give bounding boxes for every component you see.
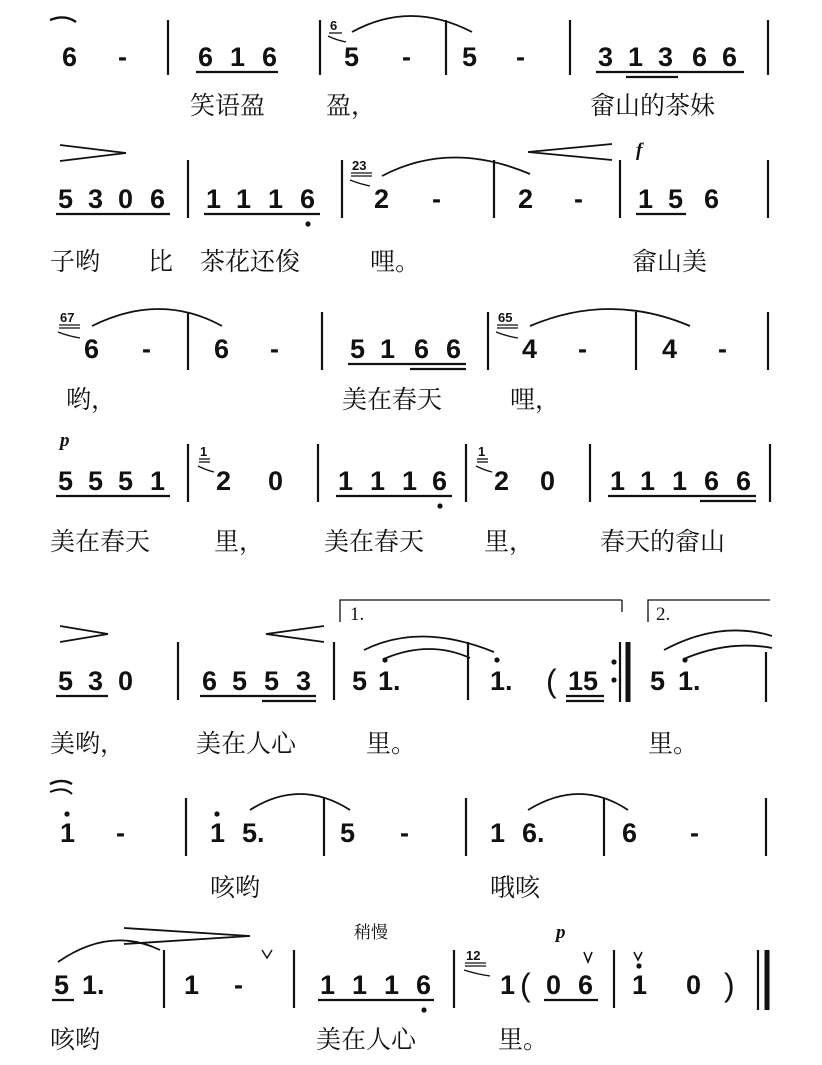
note: 5	[668, 184, 684, 214]
lyric: 子哟	[50, 247, 101, 276]
note: 0	[268, 466, 284, 496]
note: 1	[638, 184, 654, 214]
note: -	[118, 42, 127, 72]
score-line-2	[50, 140, 768, 276]
lyric: 美在人心	[196, 729, 297, 758]
decrescendo-hairpin	[60, 626, 108, 642]
note: 1	[380, 334, 396, 364]
note: 6	[432, 466, 448, 496]
close-paren: )	[724, 967, 735, 1003]
lyric: 茶花还俊	[200, 247, 301, 276]
note: 1	[632, 970, 648, 1000]
slur	[58, 940, 160, 962]
note: 3	[296, 666, 312, 696]
note: 6	[62, 42, 78, 72]
note: 1.	[490, 666, 513, 696]
note: 3	[598, 42, 614, 72]
note: 1	[352, 970, 368, 1000]
note: -	[516, 42, 525, 72]
note: 1	[490, 818, 506, 848]
slur	[352, 16, 472, 32]
slur	[528, 794, 628, 810]
note: 5	[58, 466, 74, 496]
slur	[92, 309, 222, 326]
note: 5	[88, 466, 104, 496]
note: 0	[118, 666, 134, 696]
note: 6	[722, 42, 738, 72]
lyric: 里，	[484, 527, 535, 556]
lyric: 美在春天	[342, 385, 443, 414]
low-octave-dot	[305, 221, 310, 226]
lyric: 比	[148, 247, 174, 276]
note: 6	[150, 184, 166, 214]
note: 1	[338, 466, 354, 496]
note: -	[270, 334, 279, 364]
note: 1.	[678, 666, 701, 696]
score-line-4	[50, 430, 770, 556]
high-octave-dot	[636, 963, 641, 968]
note: 0	[118, 184, 134, 214]
repeat-dot	[611, 659, 616, 664]
decrescendo-hairpin	[124, 928, 250, 944]
breath-mark	[262, 950, 272, 958]
note: 1	[210, 818, 226, 848]
note: 1	[230, 42, 246, 72]
lyric: 盈，	[326, 91, 377, 120]
grace-tie	[58, 332, 80, 338]
lyric: 畲山美	[632, 247, 708, 276]
tempo-mark: 稍慢	[354, 923, 388, 943]
slur	[530, 309, 690, 326]
note: 3	[88, 184, 104, 214]
note: 6.	[522, 818, 545, 848]
lyric: 美哟，	[50, 729, 126, 758]
note: 6	[704, 466, 720, 496]
low-octave-dot	[437, 503, 442, 508]
fermata-mark	[50, 789, 72, 794]
note: 1	[672, 466, 688, 496]
note: 6	[578, 970, 594, 1000]
grace-tie	[476, 466, 492, 472]
score-line-1	[50, 16, 768, 120]
high-octave-dot	[214, 811, 219, 816]
grace-tie	[350, 180, 370, 186]
note: 0	[546, 970, 562, 1000]
note: 5.	[242, 818, 265, 848]
grace-note: 67	[60, 310, 75, 325]
note: 0	[540, 466, 556, 496]
note: 1	[402, 466, 418, 496]
grace-note: 6	[330, 18, 338, 33]
note: 5	[58, 184, 74, 214]
lyric: 里，	[214, 527, 265, 556]
lyric: 里。	[366, 729, 417, 758]
note: 6	[704, 184, 720, 214]
grace-note: 23	[352, 158, 367, 173]
repeat-dot	[611, 677, 616, 682]
note: 6	[692, 42, 708, 72]
note: -	[402, 42, 411, 72]
grace-tie	[496, 332, 518, 338]
note: 6	[446, 334, 462, 364]
note: 6	[262, 42, 278, 72]
note: -	[432, 184, 441, 214]
slur	[250, 794, 350, 810]
note: 6	[214, 334, 230, 364]
slur	[686, 646, 772, 658]
note: 6	[198, 42, 214, 72]
note: 1	[628, 42, 644, 72]
grace-note: 1	[478, 444, 486, 459]
note: 2	[216, 466, 232, 496]
lyric: 里。	[498, 1025, 549, 1054]
low-octave-dot	[421, 1007, 426, 1012]
lyric: 哩，	[510, 385, 561, 414]
grace-note: 1	[200, 444, 208, 459]
note: 6	[414, 334, 430, 364]
note: 1	[150, 466, 166, 496]
note: 1	[184, 970, 200, 1000]
note: 6	[202, 666, 218, 696]
note: 3	[658, 42, 674, 72]
note: -	[578, 334, 587, 364]
note: -	[116, 818, 125, 848]
dynamic-mark: p	[60, 430, 70, 451]
note: 1	[384, 970, 400, 1000]
note: 5	[232, 666, 248, 696]
open-paren: (	[520, 967, 531, 1003]
note: 6	[622, 818, 638, 848]
note: 5	[58, 666, 74, 696]
note: 3	[88, 666, 104, 696]
slur	[664, 630, 772, 650]
note: -	[718, 334, 727, 364]
lyric: 哦咳	[490, 873, 541, 902]
note: 5	[344, 42, 360, 72]
note: 6	[300, 184, 316, 214]
note: -	[400, 818, 409, 848]
note: 1	[370, 466, 386, 496]
lyric: 美在人心	[316, 1025, 417, 1054]
dynamic-mark: p	[556, 922, 566, 943]
lyric: 畲山的茶妹	[590, 91, 716, 120]
lyric: 笑语盈	[190, 91, 266, 120]
note: 1	[206, 184, 222, 214]
accent-mark	[634, 952, 642, 960]
grace-note: 12	[466, 948, 481, 963]
note: 6	[416, 970, 432, 1000]
volta-label: 2.	[656, 604, 671, 625]
note: -	[142, 334, 151, 364]
lyric: 咳哟	[50, 1025, 101, 1054]
note: 4	[662, 334, 678, 364]
grace-tie	[464, 970, 490, 976]
note: 5	[54, 970, 70, 1000]
note: 1.	[82, 970, 105, 1000]
note: 5	[650, 666, 666, 696]
score-line-7	[50, 922, 767, 1054]
note: 15	[568, 666, 599, 696]
note: 1	[268, 184, 284, 214]
lyric: 里。	[648, 729, 699, 758]
note: 5	[350, 334, 366, 364]
dynamic-mark: f	[636, 140, 643, 161]
accent-mark	[584, 952, 592, 962]
fermata-mark	[50, 17, 76, 22]
note: 2	[374, 184, 390, 214]
high-octave-dot	[494, 657, 499, 662]
grace-tie	[198, 466, 214, 472]
note: 2	[494, 466, 510, 496]
fermata-mark	[50, 781, 72, 784]
volta-bracket-1	[340, 600, 622, 622]
lyric: 咳哟	[210, 873, 261, 902]
lyric: 春天的畲山	[600, 527, 726, 556]
note: 5	[340, 818, 356, 848]
note: 6	[736, 466, 752, 496]
high-octave-dot	[64, 811, 69, 816]
note: 1	[236, 184, 252, 214]
note: 6	[84, 334, 100, 364]
note: -	[690, 818, 699, 848]
lyric: 美在春天	[324, 527, 425, 556]
crescendo-hairpin	[528, 144, 612, 160]
slur	[386, 649, 470, 658]
lyric: 哩。	[370, 247, 421, 276]
note: 5	[264, 666, 280, 696]
lyric: 哟，	[66, 385, 117, 414]
grace-note: 65	[498, 310, 513, 325]
note: 5	[462, 42, 478, 72]
crescendo-hairpin	[266, 626, 324, 642]
note: -	[574, 184, 583, 214]
note: 0	[686, 970, 702, 1000]
score-line-6	[50, 781, 766, 902]
score-line-3	[58, 309, 768, 414]
note: 1	[60, 818, 76, 848]
note: 1	[500, 970, 516, 1000]
volta-label: 1.	[350, 604, 365, 625]
note: 1.	[378, 666, 401, 696]
note: 4	[522, 334, 538, 364]
slur	[382, 157, 530, 176]
note: 1	[610, 466, 626, 496]
note: 2	[518, 184, 534, 214]
note: 5	[118, 466, 134, 496]
note: 1	[640, 466, 656, 496]
open-paren: (	[546, 663, 557, 699]
note: 5	[352, 666, 368, 696]
note: -	[234, 970, 243, 1000]
score-line-5	[50, 600, 772, 758]
decrescendo-hairpin	[60, 145, 126, 161]
note: 1	[320, 970, 336, 1000]
lyric: 美在春天	[50, 527, 151, 556]
